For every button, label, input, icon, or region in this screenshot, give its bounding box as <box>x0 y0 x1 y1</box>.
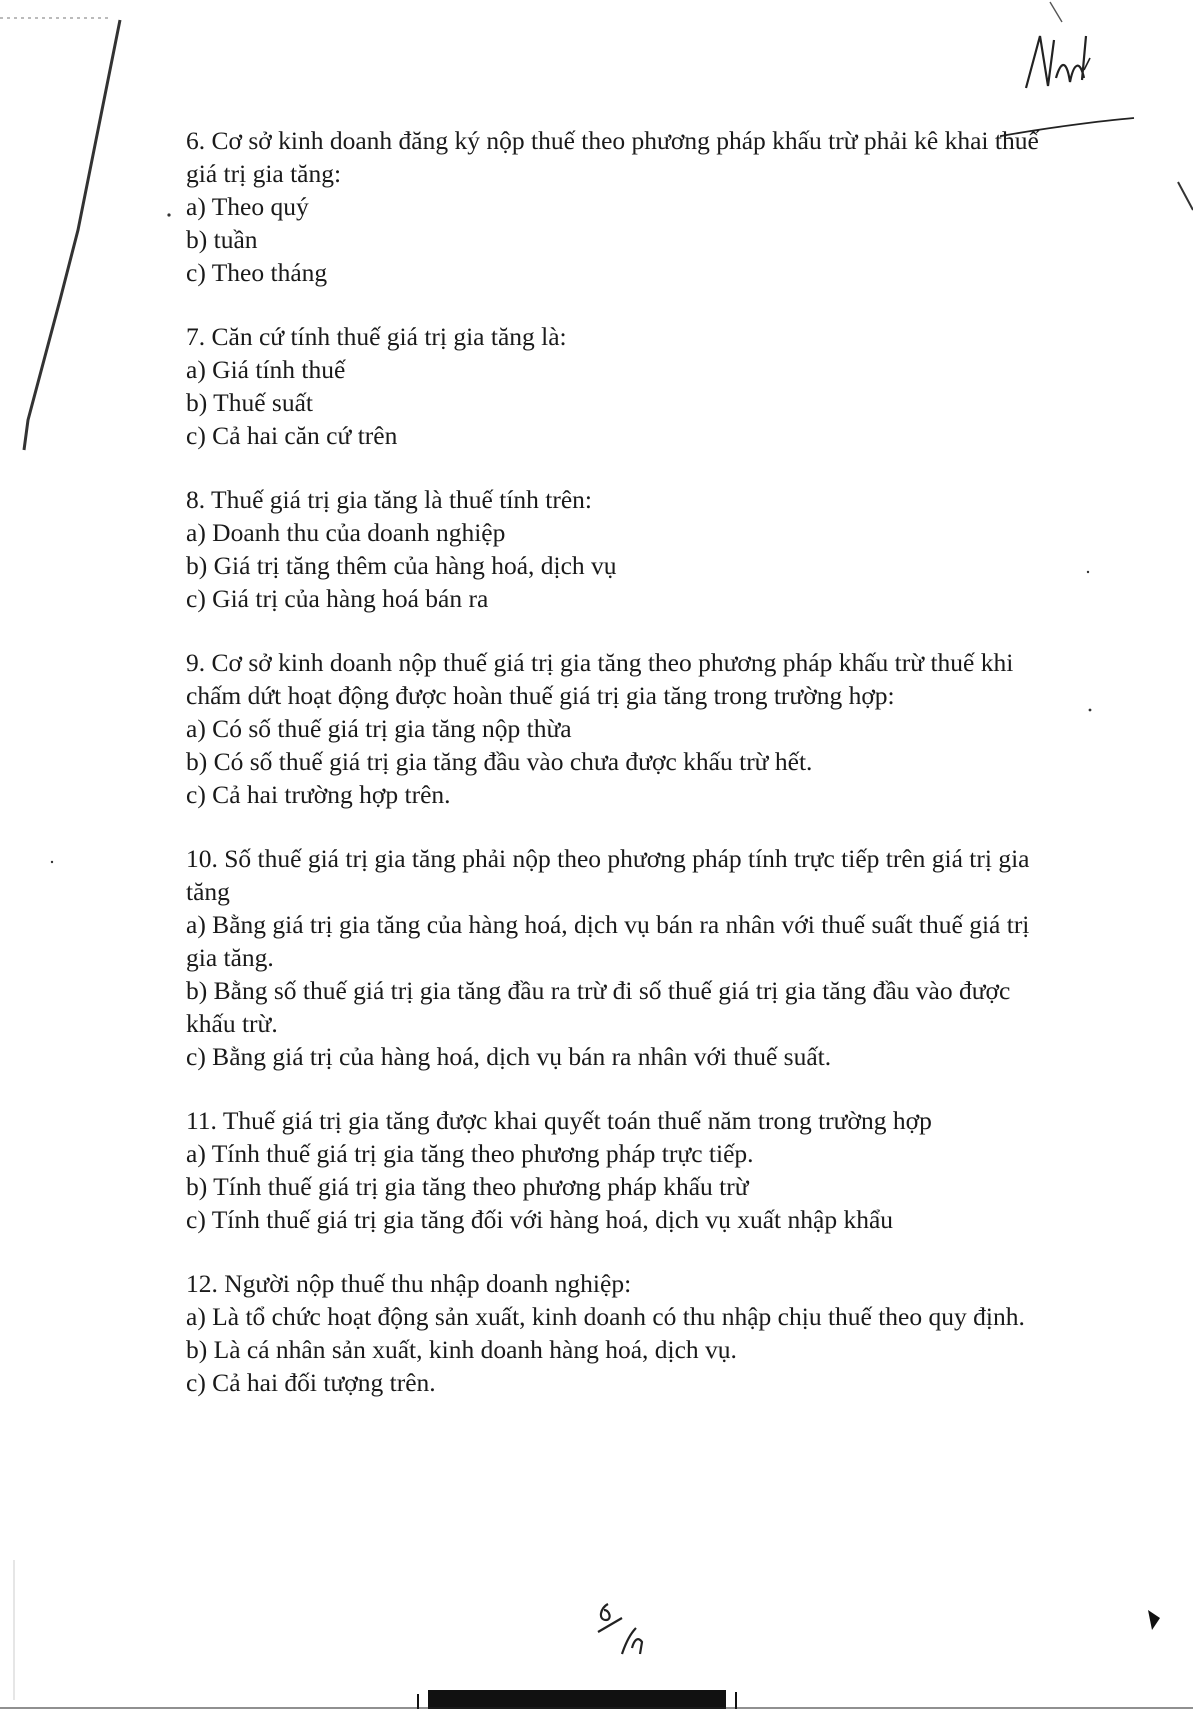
stray-dot <box>1087 571 1089 573</box>
question-text: 9. Cơ sở kinh doanh nộp thuế giá trị gia tăng theo phương pháp khấu trừ thuế khi chấm dứt hoạt động được hoàn thuế giá trị gia tăng trong trường hợp: <box>186 648 1014 710</box>
option-b: b) Giá trị tăng thêm của hàng hoá, dịch vụ <box>186 551 617 580</box>
question-11 <box>186 1104 1066 1236</box>
option-a: a) Tính thuế giá trị gia tăng theo phương pháp trực tiếp. <box>186 1139 754 1168</box>
question-text: 12. Người nộp thuế thu nhập doanh nghiệp: <box>186 1269 632 1298</box>
option-c: c) Cả hai căn cứ trên <box>186 421 398 450</box>
question-list <box>186 124 1066 1430</box>
option-b: b) Bằng số thuế giá trị gia tăng đầu ra trừ đi số thuế giá trị gia tăng đầu vào được khấu trừ. <box>186 976 1011 1038</box>
option-b: b) Thuế suất <box>186 388 314 417</box>
option-b: b) Tính thuế giá trị gia tăng theo phương pháp khấu trừ <box>186 1172 749 1201</box>
question-7 <box>186 320 1066 452</box>
option-c: c) Giá trị của hàng hoá bán ra <box>186 584 489 613</box>
stray-dot <box>51 861 53 863</box>
right-margin-blot <box>1148 1610 1160 1630</box>
option-a: a) Giá tính thuế <box>186 355 346 384</box>
question-text: 11. Thuế giá trị gia tăng được khai quyết toán thuế năm trong trường hợp <box>186 1106 932 1135</box>
stray-dot <box>1089 709 1092 712</box>
right-edge-mark <box>1178 182 1193 210</box>
question-8 <box>186 483 1066 615</box>
option-c: c) Cả hai trường hợp trên. <box>186 780 451 809</box>
handwritten-page-mark <box>592 1598 648 1658</box>
question-text: 7. Căn cứ tính thuế giá trị gia tăng là: <box>186 322 567 351</box>
option-a: a) Là tổ chức hoạt động sản xuất, kinh doanh có thu nhập chịu thuế theo quy định. <box>186 1302 1025 1331</box>
left-edge-streak <box>24 20 120 450</box>
question-12 <box>186 1267 1066 1399</box>
question-6 <box>186 124 1066 289</box>
question-9 <box>186 646 1066 811</box>
bottom-bar-ticks <box>418 1692 736 1709</box>
option-b: b) Có số thuế giá trị gia tăng đầu vào chưa được khấu trừ hết. <box>186 747 813 776</box>
option-a: a) Theo quý <box>186 192 309 221</box>
option-c: c) Cả hai đối tượng trên. <box>186 1368 436 1397</box>
stray-dot <box>167 213 170 216</box>
option-c: c) Tính thuế giá trị gia tăng đối với hàng hoá, dịch vụ xuất nhập khẩu <box>186 1205 894 1234</box>
question-text: 8. Thuế giá trị gia tăng là thuế tính trên: <box>186 485 593 514</box>
option-c: c) Theo tháng <box>186 258 328 287</box>
bottom-scan-bar <box>428 1690 726 1709</box>
option-a: a) Doanh thu của doanh nghiệp <box>186 518 506 547</box>
option-a: a) Bằng giá trị gia tăng của hàng hoá, dịch vụ bán ra nhân với thuế suất thuế giá trị gia tăng. <box>186 910 1030 972</box>
question-10 <box>186 842 1066 1073</box>
question-text: 10. Số thuế giá trị gia tăng phải nộp theo phương pháp tính trực tiếp trên giá trị gia tăng <box>186 844 1030 906</box>
question-text: 6. Cơ sở kinh doanh đăng ký nộp thuế theo phương pháp khấu trừ phải kê khai thuế giá trị gia tăng: <box>186 126 1039 188</box>
option-c: c) Bằng giá trị của hàng hoá, dịch vụ bán ra nhân với thuế suất. <box>186 1042 832 1071</box>
option-a: a) Có số thuế giá trị gia tăng nộp thừa <box>186 714 572 743</box>
option-b: b) Là cá nhân sản xuất, kinh doanh hàng hoá, dịch vụ. <box>186 1335 737 1364</box>
option-b: b) tuần <box>186 225 258 254</box>
